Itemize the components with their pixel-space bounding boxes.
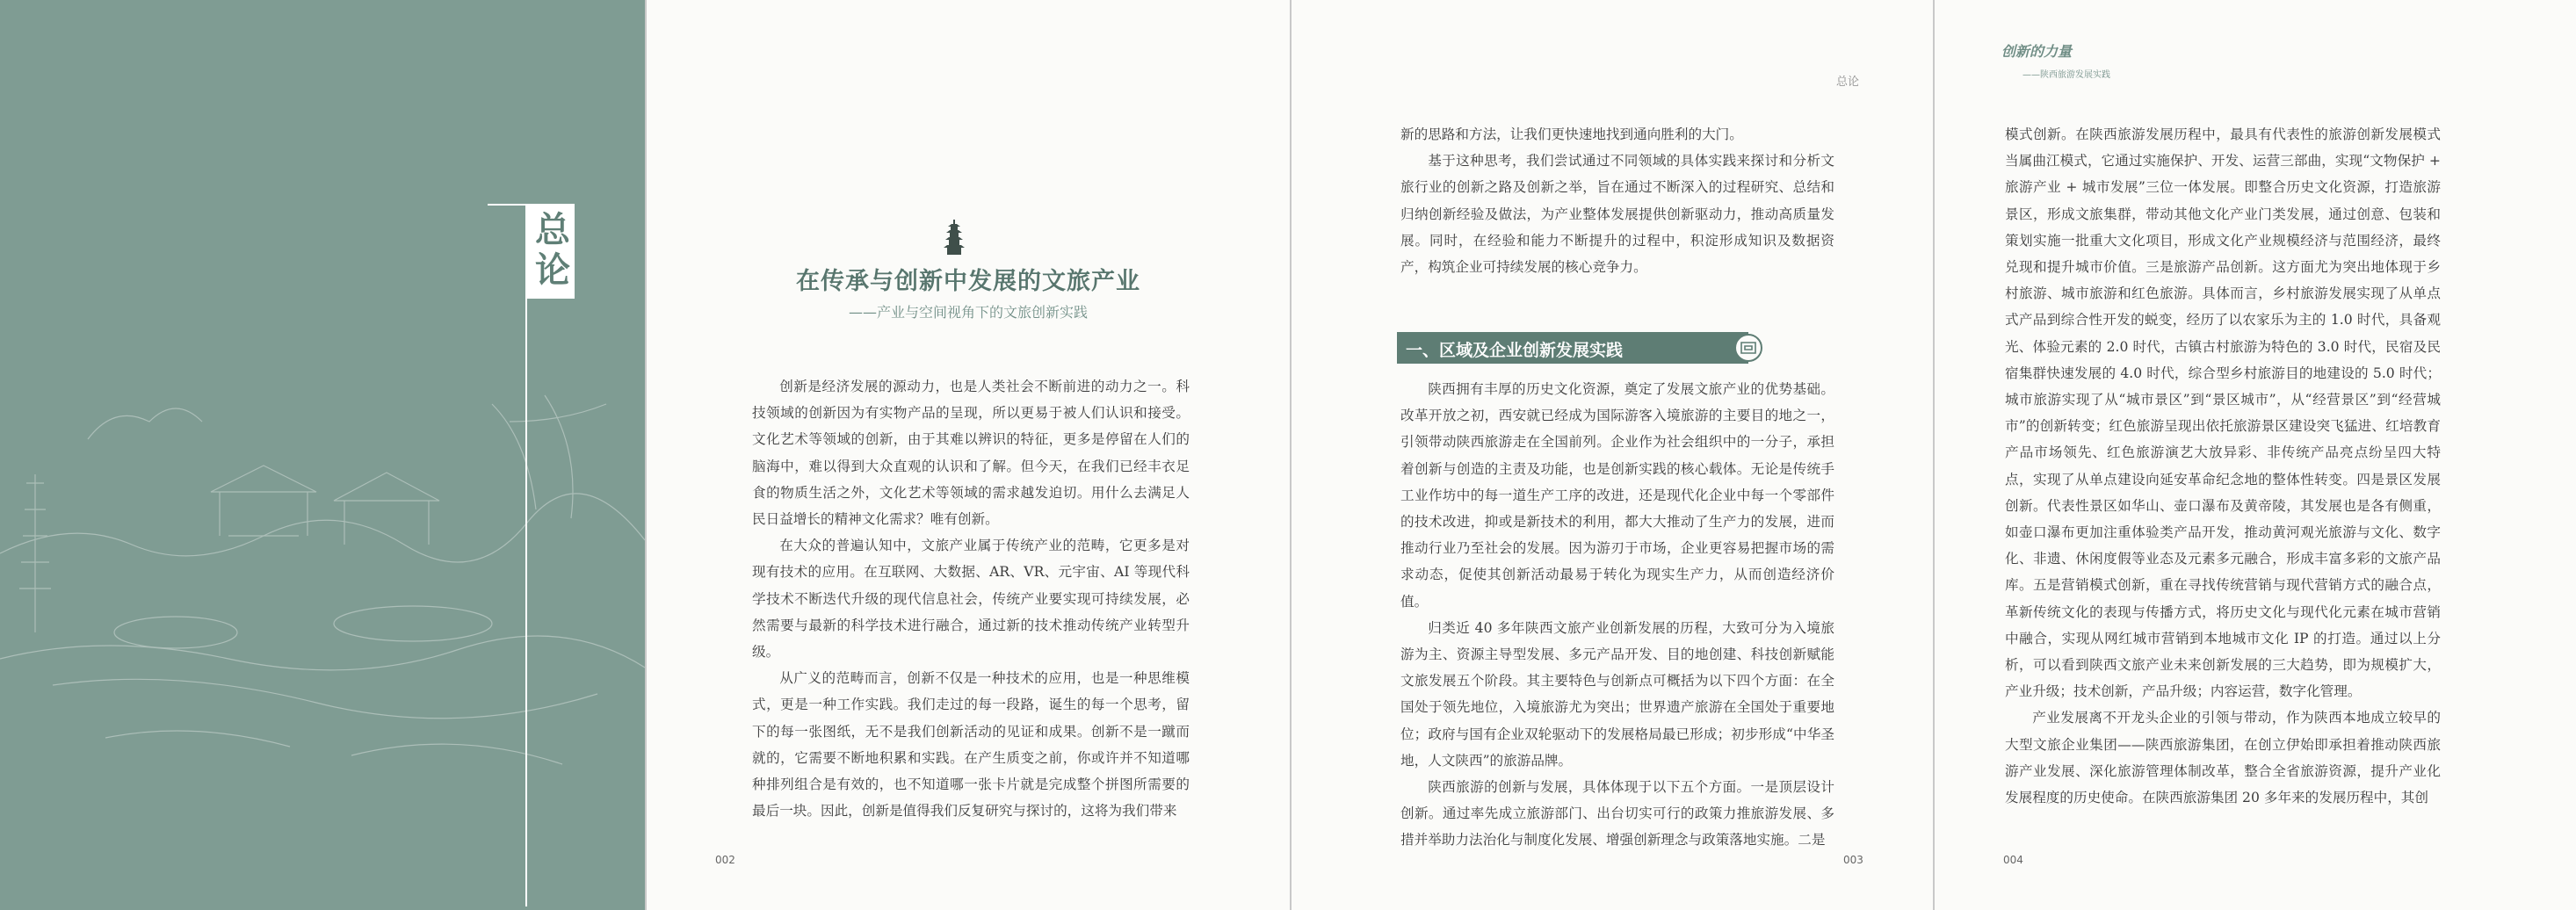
cover-rule-horizontal — [488, 204, 527, 206]
paragraph: 从广义的范畴而言，创新不仅是一种技术的应用，也是一种思维模式，更是一种工作实践。我们走过的每一段路，诞生的每一个思考，留下的每一张图纸，无不是我们创新活动的见证和成果。创新不是一蹴而就的，它需要不断地积累和实践。在产生质变之前，你或许并不知道哪种排列组合是有效的，也不知道哪一张卡片就是完成整个拼图所需要的最后一块。因此，创新是值得我们反复研究与探讨的，这将为我们带来 — [752, 670, 1190, 820]
landscape-illustration — [0, 369, 645, 910]
body-text — [2005, 121, 2441, 811]
cover-title: 总论 — [529, 211, 570, 292]
page-number: 002 — [715, 854, 735, 866]
book-logo-subtitle: ——陕西旅游发展实践 — [2022, 70, 2110, 80]
body-text-section — [1400, 376, 1834, 854]
section-heading: 一、区域及企业创新发展实践 — [1406, 341, 1624, 360]
paragraph: 创新是经济发展的源动力，也是人类社会不断前进的动力之一。科技领域的创新因为有实物产品的呈现，所以更易于被人们认识和接受。文化艺术等领域的创新，由于其难以辨识的特征，更多是停留在人们的脑海中，难以得到大众直观的认识和了解。但今天，在我们已经丰衣足食的物质生活之外，文化艺术等领域的需求越发迫切。用什么去满足人民日益增长的精神文化需求？唯有创新。 — [752, 379, 1190, 528]
paragraph: 在大众的普遍认知中，文旅产业属于传统产业的范畴，它更多是对现有技术的应用。在互联网、大数据、AR、VR、元宇宙、AI 等现代科学技术不断迭代升级的现代信息社会，传统产业要实现可持续发展，必然需要与最新的科学技术进行融合，通过新的技术推动传统产业转型升级。 — [752, 538, 1190, 661]
cover-rule-vertical — [525, 204, 527, 906]
chapter-title: 在传承与创新中发展的文旅产业 — [796, 268, 1140, 295]
paragraph: 陕西拥有丰厚的历史文化资源，奠定了发展文旅产业的优势基础。改革开放之初，西安就已经成为国际游客入境旅游的主要目的地之一，引领带动陕西旅游走在全国前列。企业作为社会组织中的一分子，承担着创新与创造的主责及功能，也是创新实践的核心载体。无论是传统手工业作坊中的每一道生产工序的改进，还是现代化企业中每一个零部件的技术改进，抑或是新技术的利用，都大大推动了生产力的发展，进而推动行业乃至社会的发展。因为游刃于市场，企业更容易把握市场的需求动态，促使其创新活动最易于转化为现实生产力，从而创造经济价值。 — [1400, 381, 1834, 610]
book-logo: 创新的力量 — [2001, 43, 2073, 60]
page-004 — [1935, 0, 2576, 910]
ornament-knot-icon — [1734, 334, 1762, 362]
running-head: 总论 — [1836, 76, 1860, 89]
pagoda-icon — [943, 220, 966, 255]
section-cover-panel — [0, 0, 645, 910]
paragraph: 产业发展离不开龙头企业的引领与带动，作为陕西本地成立较早的大型文旅企业集团——陕西旅游集团，在创立伊始即承担着推动陕西旅游产业发展、深化旅游管理体制改革，整合全省旅游资源，提升产业化发展程度的历史使命。在陕西旅游集团 20 多年来的发展历程中，其创 — [2005, 710, 2441, 806]
cover-title-box — [525, 204, 575, 299]
paragraph: 基于这种思考，我们尝试通过不同领域的具体实践来探讨和分析文旅行业的创新之路及创新之举，旨在通过不断深入的过程研究、总结和归纳创新经验及做法，为产业整体发展提供创新驱动力，推动高质量发展。同时，在经验和能力不断提升的过程中，积淀形成知识及数据资产，构筑企业可持续发展的核心竞争力。 — [1400, 153, 1834, 276]
page-002 — [647, 0, 1290, 910]
paragraph: 新的思路和方法，让我们更快速地找到通向胜利的大门。 — [1400, 126, 1743, 142]
paragraph: 陕西旅游的创新与发展，具体体现于以下五个方面。一是顶层设计创新。通过率先成立旅游部门、出台切实可行的政策力推旅游发展、多措并举助力法治化与制度化发展、增强创新理念与政策落地实施。二是 — [1400, 779, 1834, 849]
page-number: 003 — [1843, 854, 1863, 866]
paragraph: 模式创新。在陕西旅游发展历程中，最具有代表性的旅游创新发展模式当属曲江模式，它通过实施保护、开发、运营三部曲，实现“文物保护 + 旅游产业 + 城市发展”三位一体发展。即整合历史文化资源，打造旅游景区，形成文旅集群，带动其他文化产业门类发展，通过创意、包装和策划实施一批重大文化项目，形成文化产业规模经济与范围经济，最终兑现和提升城市价值。三是旅游产品创新。这方面尤为突出地体现于乡村旅游、城市旅游和红色旅游。具体而言，乡村旅游发展实现了从单点式产品到综合性开发的蜕变，经历了以农家乐为主的 1.0 时代，具备观光、体验元素的 2.0 时代，古镇古村旅游为特色的 3.0 时代，民宿及民宿集群快速发展的 4.0 时代，综合型乡村旅游目的地建设的 5.0 时代；城市旅游实现了从“城市景区”到“景区城市”，从“经营景区”到“经营城市”的创新转变；红色旅游呈现出依托旅游景区建设突飞猛进、红培教育产品市场领先、红色旅游演艺大放异彩、非传统产品亮点纷呈四大特点，实现了从单点建设向延安革命纪念地的整体性转变。四是景区发展创新。代表性景区如华山、壶口瀑布及黄帝陵，其发展也是各有侧重，如壶口瀑布更加注重体验类产品开发，推动黄河观光旅游与文化、数字化、非遗、休闲度假等业态及元素多元融合，形成丰富多彩的文旅产品库。五是营销模式创新，重在寻找传统营销与现代营销方式的融合点，革新传统文化的表现与传播方式，将历史文化与现代化元素在城市营销中融合，实现从网红城市营销到本地城市文化 IP 的打造。通过以上分析，可以看到陕西文旅产业未来创新发展的三大趋势，即为规模扩大，产业升级；技术创新，产品升级；内容运营，数字化管理。 — [2005, 126, 2441, 700]
page-003 — [1292, 0, 1933, 910]
paragraph: 归类近 40 多年陕西文旅产业创新发展的历程，大致可分为入境旅游为主、资源主导型发展、多元产品开发、目的地创建、科技创新赋能文旅发展五个阶段。其主要特色与创新点可概括为以下四个方面：在全国处于领先地位，入境旅游尤为突出；世界遗产旅游在全国处于重要地位；政府与国有企业双轮驱动下的发展格局最已形成；初步形成“中华圣地，人文陕西”的旅游品牌。 — [1400, 619, 1834, 769]
page-number: 004 — [2003, 854, 2023, 866]
section-heading-banner — [1397, 332, 1757, 364]
chapter-subtitle: ——产业与空间视角下的文旅创新实践 — [848, 304, 1088, 321]
body-text-top — [1400, 121, 1834, 280]
body-text — [752, 373, 1190, 824]
